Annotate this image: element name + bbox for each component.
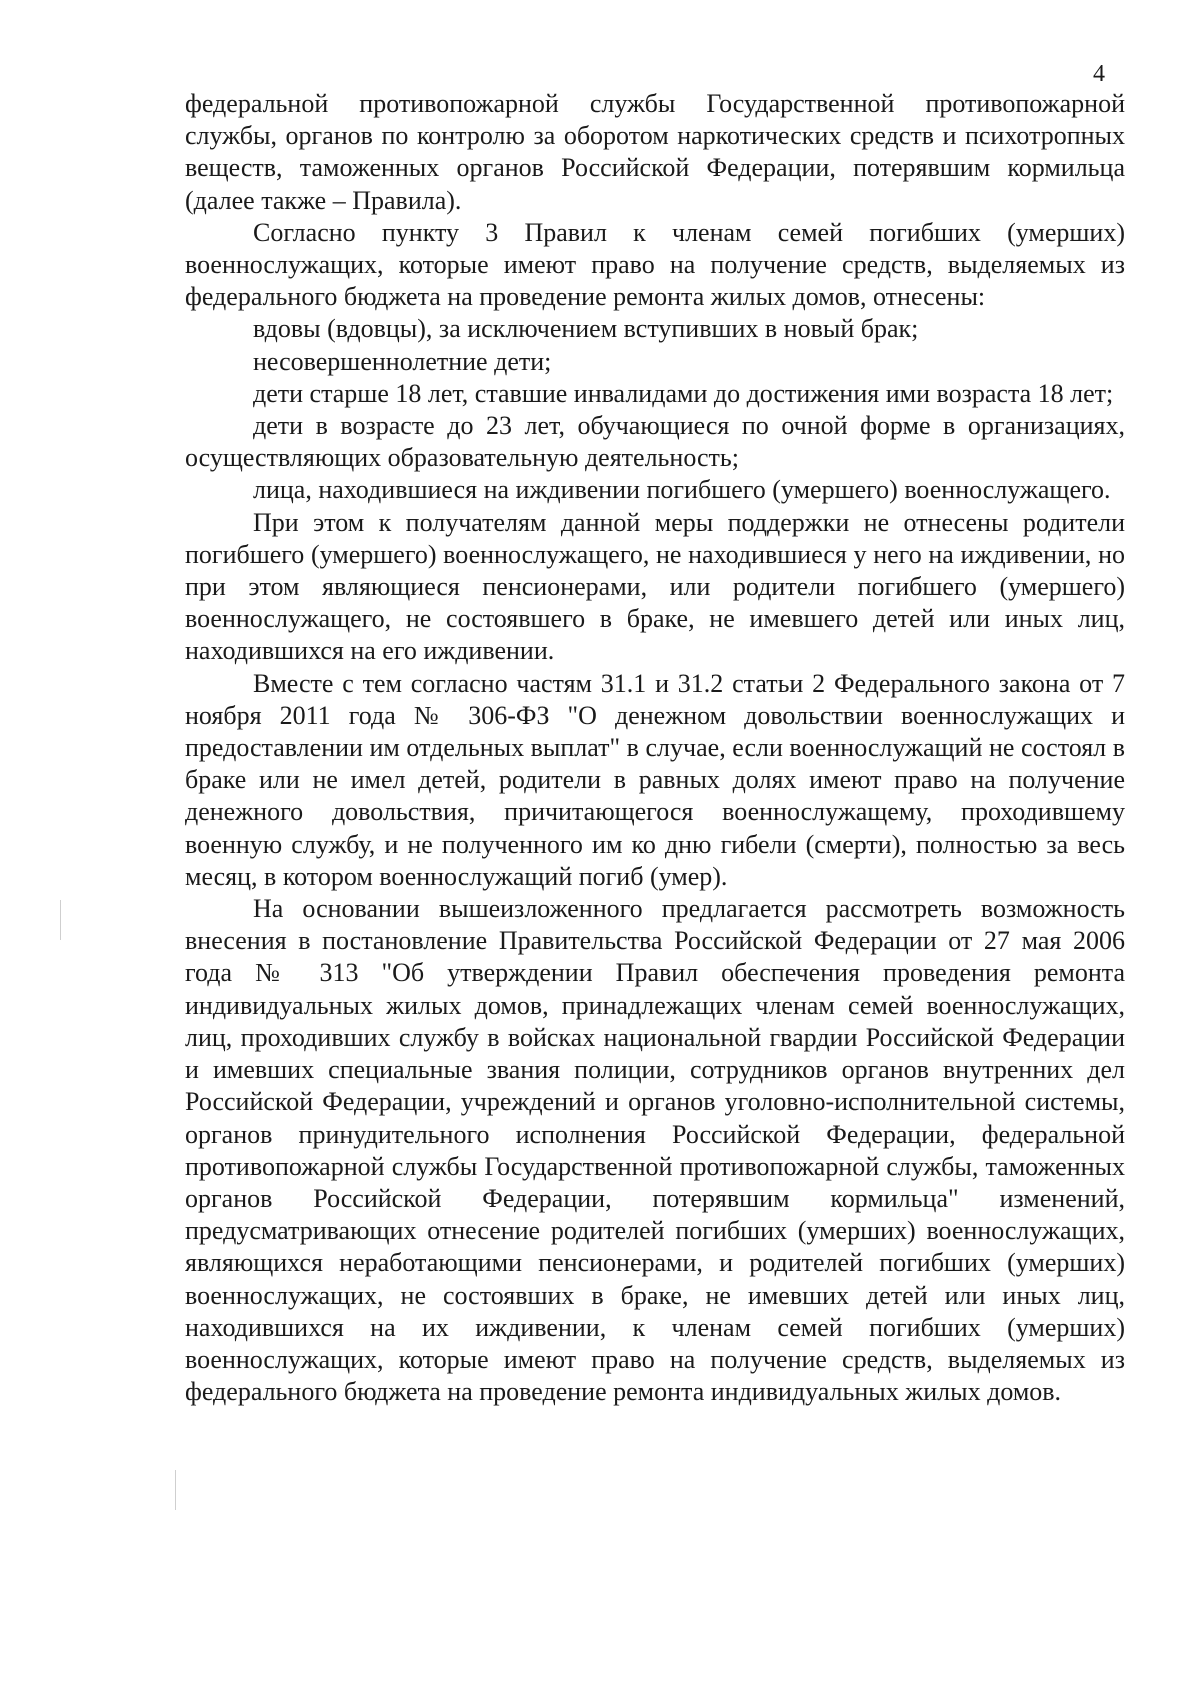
paragraph: На основании вышеизложенного предлагается рассмотреть возможность внесения в постановление Правительства Российской Федерации от 27 мая 2006 года № 313 "Об утверждении Правил обеспечения проведения ремонта индивидуальных жилых домов, принадлежащих членам семей военнослужащих, лиц, проходивших службу в войсках национальной гвардии Российской Федерации и имевших специальные звания полиции, сотрудников органов внутренних дел Российской Федерации, учреждений и органов уголовно-исполнительной системы, органов принудительного исполнения Российской Федерации, федеральной противопожарной службы Государственной противопожарной службы, таможенных органов Российской Федерации, потерявшим кормильца" изменений, предусматривающих отнесение родителей погибших (умерших) военнослужащих, являющихся неработающими пенсионерами, и родителей погибших (умерших) военнослужащих, не состоявших в браке, не имевших детей или иных лиц, находившихся на их иждивении, к членам семей погибших (умерших) военнослужащих, которые имеют право на получение средств, выделяемых из федерального бюджета на проведение ремонта индивидуальных жилых домов. bbox=[185, 894, 1125, 1407]
paragraph: При этом к получателям данной меры поддержки не отнесены родители погибшего (умершего) военнослужащего, не находившиеся у него на иждивении, но при этом являющиеся пенсионерами, или родители погибшего (умершего) военнослужащего, не состоявшего в браке, не имевшего детей или иных лиц, находившихся на его иждивении. bbox=[185, 507, 1125, 666]
list-item: дети старше 18 лет, ставшие инвалидами до достижения ими возраста 18 лет; bbox=[253, 378, 1114, 408]
paragraph-continuation: федеральной противопожарной службы Государственной противопожарной службы, органов по контролю за оборотом наркотических средств и психотропных веществ, таможенных органов Российской Федерации, потерявшим кормильца (далее также – Правила). bbox=[185, 89, 1125, 215]
scan-margin-mark bbox=[60, 900, 61, 940]
list-item: дети в возрасте до 23 лет, обучающиеся по очной форме в организациях, осуществляющих образовательную деятельность; bbox=[185, 411, 1125, 473]
list-item: несовершеннолетние дети; bbox=[253, 346, 552, 376]
list-item: вдовы (вдовцы), за исключением вступивших в новый брак; bbox=[253, 314, 919, 344]
document-body bbox=[185, 88, 1125, 1408]
scan-margin-mark bbox=[175, 1470, 176, 1510]
list-item: лица, находившиеся на иждивении погибшего (умершего) военнослужащего. bbox=[253, 475, 1111, 505]
paragraph: Согласно пункту 3 Правил к членам семей погибших (умерших) военнослужащих, которые имеют право на получение средств, выделяемых из федерального бюджета на проведение ремонта жилых домов, отнесены: bbox=[185, 217, 1125, 312]
page-number: 4 bbox=[1093, 61, 1105, 87]
paragraph: Вместе с тем согласно частям 31.1 и 31.2 статьи 2 Федерального закона от 7 ноября 2011 года № 306-ФЗ "О денежном довольствии военнослужащих и предоставлении им отдельных выплат" в случае, если военнослужащий не состоял в браке или не имел детей, родители в равных долях имеют право на получение денежного довольствия, причитающегося военнослужащему, проходившему военную службу, и не полученного им ко дню гибели (смерти), полностью за весь месяц, в котором военнослужащий погиб (умер). bbox=[185, 668, 1125, 891]
